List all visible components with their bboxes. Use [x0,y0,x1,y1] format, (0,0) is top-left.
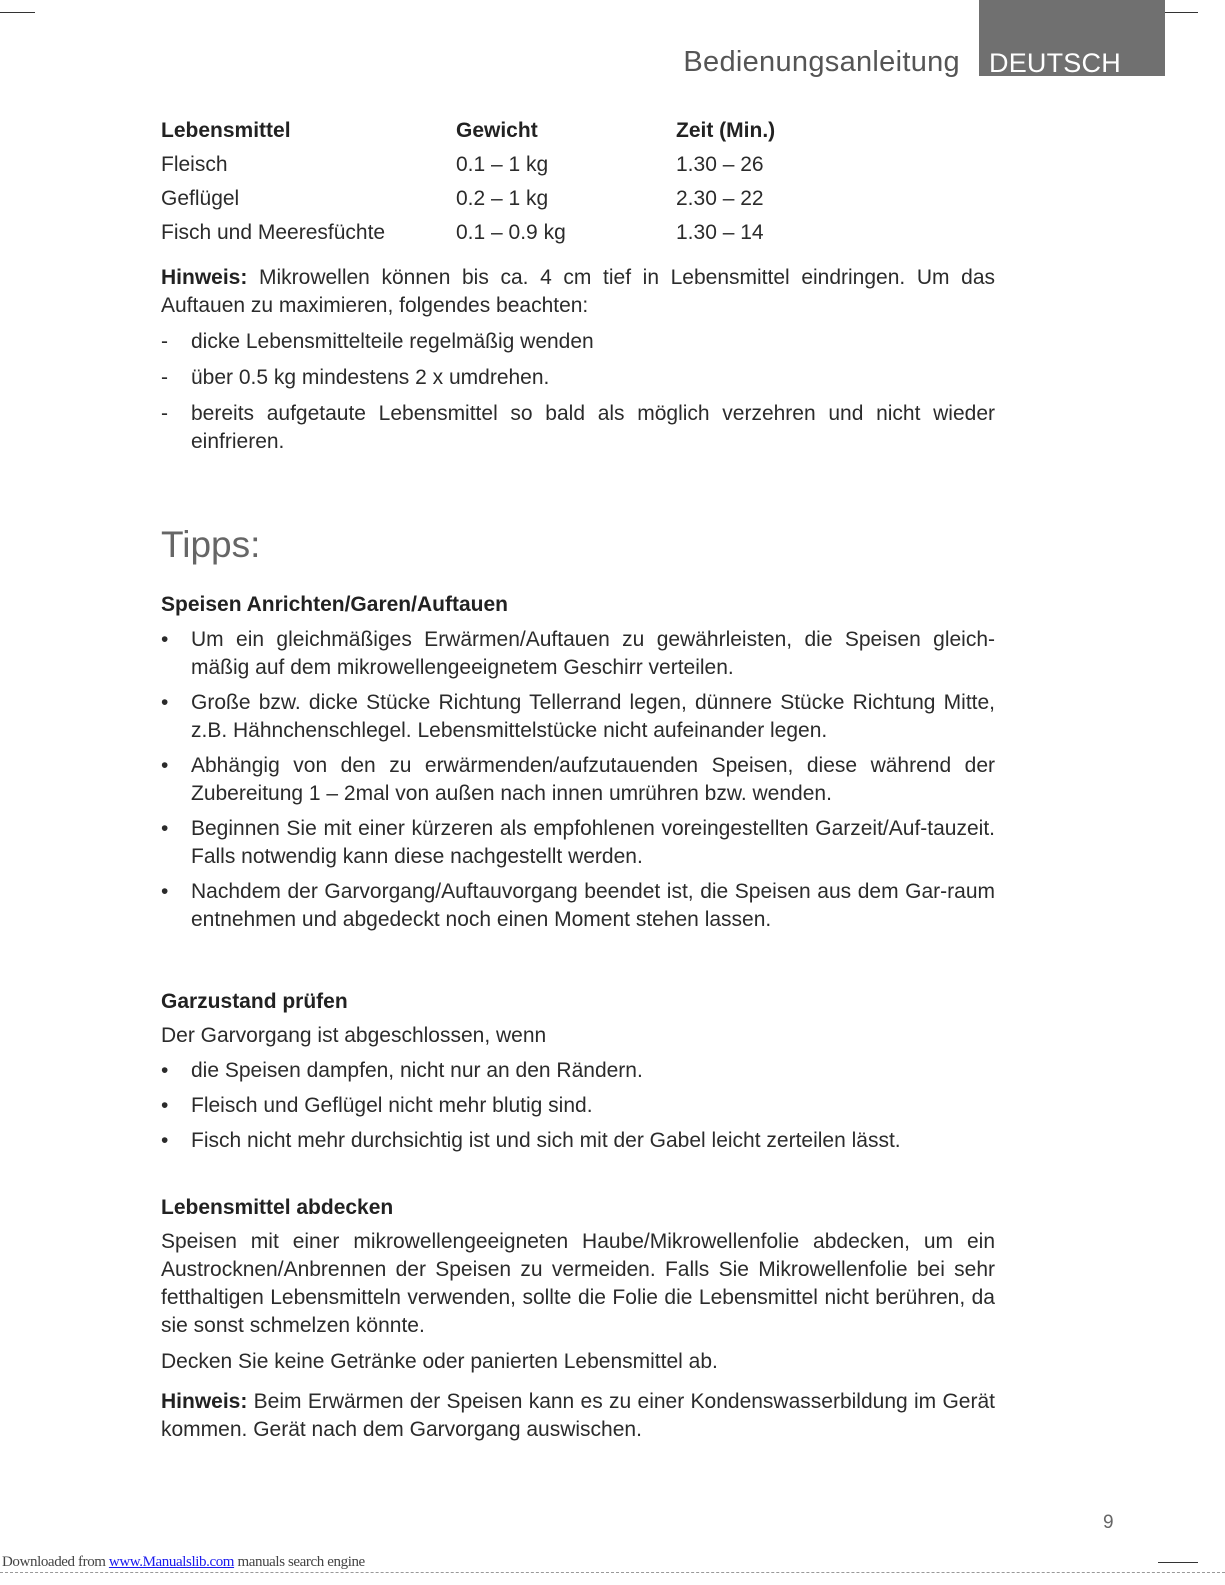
list-item-text: über 0.5 kg mindestens 2 x umdrehen. [191,366,550,389]
table-cell: 0.1 – 1 kg [456,153,549,176]
list-item-text: Abhängig von den zu erwärmenden/aufzutauenden Speisen, diese während der Zubereitung 1 – 2mal von außen nach innen umrühren bzw. wenden. [191,754,995,805]
note-paragraph [161,1388,995,1444]
bullet-list [161,626,995,934]
tips-doneness-section [161,988,995,1155]
bullet-marker: • [161,880,169,903]
defrost-table-section [161,114,995,250]
list-item [161,752,995,808]
list-item [161,1127,995,1155]
bullet-marker: • [161,1094,169,1117]
table-cell: 0.2 – 1 kg [456,187,549,210]
bullet-list [161,1057,995,1155]
column-header: Zeit (Min.) [676,119,776,142]
crop-mark [1158,1562,1198,1563]
download-footer [2,1554,365,1571]
note-text: Mikrowellen können bis ca. 4 cm tief in Lebensmittel eindringen. Um das Auftauen zu maximieren, folgendes beachten: [161,266,995,317]
footer-divider [0,1572,1225,1573]
tips-section [161,524,995,565]
column-header: Gewicht [456,119,538,142]
list-item [161,1057,995,1085]
section-heading: Lebensmittel abdecken [161,1196,394,1219]
table-cell: Fisch und Meeresfüchte [161,221,386,244]
manual-title: Bedienungsanleitung [683,46,960,78]
tips-serving-section [161,591,995,934]
column-header: Lebensmittel [161,119,291,142]
table-header-row [161,114,876,148]
bullet-marker: • [161,754,169,777]
defrost-table [161,114,876,250]
bullet-marker: • [161,1059,169,1082]
list-item [161,364,995,392]
note-text: Beim Erwärmen der Speisen kann es zu einer Kondenswasserbildung im Gerät kommen. Gerät nach dem Garvorgang auswischen. [161,1390,995,1441]
table-cell: Fleisch [161,153,228,176]
list-item [161,626,995,682]
table-cell: 0.1 – 0.9 kg [456,221,566,244]
table-cell: 1.30 – 14 [676,221,764,244]
list-item [161,328,995,356]
section-paragraph: Decken Sie keine Getränke oder panierten Lebensmittel ab. [161,1350,718,1373]
list-item-text: die Speisen dampfen, nicht nur an den Rändern. [191,1059,643,1082]
dash-marker: - [161,366,168,389]
list-item [161,400,995,456]
table-row [161,216,876,250]
note-label: Hinweis: [161,1390,248,1413]
list-item-text: bereits aufgetaute Lebensmittel so bald als möglich verzehren und nicht wieder einfrieren. [191,402,995,453]
list-item-text: dicke Lebensmittelteile regelmäßig wenden [191,330,594,353]
bullet-marker: • [161,817,169,840]
list-item-text: Fisch nicht mehr durchsichtig ist und sich mit der Gabel leicht zerteilen lässt. [191,1129,901,1152]
list-item [161,878,995,934]
list-item [161,689,995,745]
footer-prefix: Downloaded from [2,1554,106,1570]
language-label: DEUTSCH [989,48,1121,78]
list-item-text: Beginnen Sie mit einer kürzeren als empfohlenen voreingestellten Garzeit/Auf-tauzeit. Falls notwendig kann diese nachgestellt werden. [191,817,995,868]
list-item-text: Fleisch und Geflügel nicht mehr blutig sind. [191,1094,593,1117]
table-row [161,148,876,182]
list-item-text: Nachdem der Garvorgang/Auftauvorgang beendet ist, die Speisen aus dem Gar-raum entnehmen und abgedeckt noch einen Moment stehen lassen. [191,880,995,931]
section-intro: Der Garvorgang ist abgeschlossen, wenn [161,1024,547,1047]
list-item-text: Große bzw. dicke Stücke Richtung Tellerrand legen, dünnere Stücke Richtung Mitte, z.B. Hähnchenschlegel. Lebensmittelstücke nicht aufeinander legen. [191,691,995,742]
list-item [161,815,995,871]
page-number: 9 [1103,1512,1114,1533]
section-heading: Speisen Anrichten/Garen/Auftauen [161,593,508,616]
defrost-note [161,264,995,456]
list-item-text: Um ein gleichmäßiges Erwärmen/Auftauen zu gewährleisten, die Speisen gleich-mäßig auf dem mikrowellengeeignetem Geschirr verteilen. [191,628,995,679]
bullet-marker: • [161,628,169,651]
bullet-marker: • [161,691,169,714]
dash-marker: - [161,330,168,353]
bullet-marker: • [161,1129,169,1152]
footer-suffix: manuals search engine [237,1554,365,1570]
section-paragraph: Speisen mit einer mikrowellengeeigneten Haube/Mikrowellenfolie abdecken, um ein Austrocknen/Anbrennen der Speisen zu vermeiden. Falls Sie Mikrowellenfolie bei sehr fetthaltigen Lebensmitteln verwenden, sollte die Folie die Lebensmittel nicht berühren, da sie sonst schmelzen könnte. [161,1230,995,1337]
manualslib-link[interactable]: www.Manualslib.com [108,1554,235,1570]
table-cell: Geflügel [161,187,240,210]
dash-marker: - [161,402,168,425]
dash-list [161,328,995,456]
list-item [161,1092,995,1120]
note-label: Hinweis: [161,266,248,289]
section-heading: Garzustand prüfen [161,990,348,1013]
crop-mark [0,12,35,13]
note-paragraph [161,264,995,320]
table-cell: 2.30 – 22 [676,187,764,210]
table-row [161,182,876,216]
table-cell: 1.30 – 26 [676,153,764,176]
tips-title: Tipps: [161,524,261,565]
language-tab [979,0,1165,76]
tips-cover-section [161,1194,995,1444]
